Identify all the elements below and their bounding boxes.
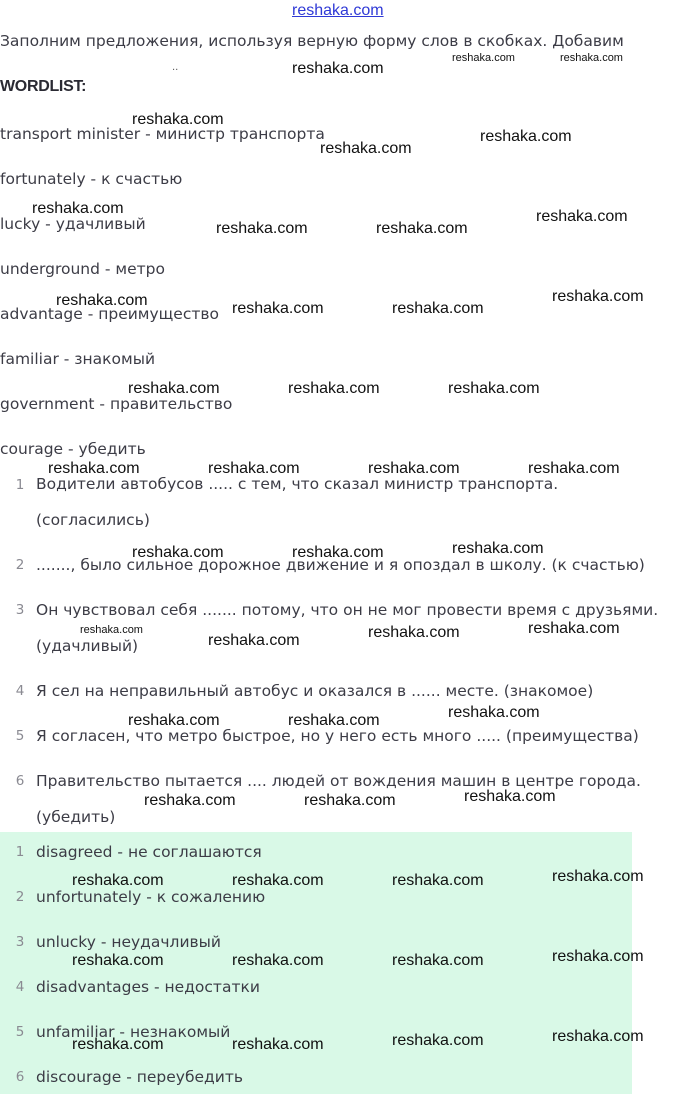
watermark-text: reshaka.com [552,1028,644,1045]
exercise-number: 4 [15,683,25,699]
exercise-text: Я сел на неправильный автобус и оказался в ...... месте. (знакомое) [36,682,594,700]
watermark-text: reshaka.com [368,460,460,477]
watermark-text: reshaka.com [48,460,140,477]
watermark-text: reshaka.com [80,624,143,636]
wordlist-heading: WORDLIST: [0,78,87,95]
watermark-text: reshaka.com [392,300,484,317]
watermark-text: reshaka.com [144,792,236,809]
answer-text: disadvantages - недостатки [36,978,260,996]
wordlist-item: transport minister - министр транспорта [0,125,325,143]
exercise-text: Он чувствовал себя ....... потому, что он не мог провести время с друзьями. (удачливый) [36,601,659,655]
wordlist-item: government - правительство [0,395,233,413]
wordlist-item: courage - убедить [0,440,146,458]
answer-number: 5 [15,1024,25,1040]
watermark-text: reshaka.com [32,200,124,217]
watermark-text: reshaka.com [368,624,460,641]
watermark-text: reshaka.com [452,52,515,64]
watermark-text: reshaka.com [232,1036,324,1053]
watermark-text: reshaka.com [552,868,644,885]
intro-text: Заполним предложения, используя верную форму слов в скобках. Добавим [0,32,624,50]
watermark-text: reshaka.com [208,460,300,477]
answer-number: 6 [15,1069,25,1085]
watermark-text: reshaka.com [132,544,224,561]
watermark-text: reshaka.com [288,712,380,729]
watermark-text: reshaka.com [288,380,380,397]
watermark-text: reshaka.com [304,792,396,809]
wordlist-item: advantage - преимущество [0,305,219,323]
intro-continuation: .. [172,62,179,73]
watermark-text: reshaka.com [132,111,224,128]
watermark-text: reshaka.com [464,788,556,805]
watermark-text: reshaka.com [128,712,220,729]
answer-number: 3 [15,934,25,950]
watermark-text: reshaka.com [528,460,620,477]
site-link[interactable]: reshaka.com [292,2,384,19]
answer-text: discourage - переубедить [36,1068,244,1086]
watermark-text: reshaka.com [528,620,620,637]
exercise-number: 1 [15,477,25,493]
watermark-text: reshaka.com [452,540,544,557]
watermark-text: reshaka.com [560,52,623,64]
watermark-text: reshaka.com [56,292,148,309]
exercise-text: Я согласен, что метро быстрое, но у него есть много ..... (преимущества) [36,727,639,745]
wordlist-item: underground - метро [0,260,165,278]
wordlist-item: fortunately - к счастью [0,170,183,188]
watermark-text: reshaka.com [72,952,164,969]
wordlist-item: lucky - удачливый [0,215,146,233]
exercise-number: 6 [15,773,25,789]
answer-text: unlucky - неудачливый [36,933,221,951]
watermark-text: reshaka.com [72,872,164,889]
answer-number: 2 [15,889,25,905]
watermark-text: reshaka.com [72,1036,164,1053]
watermark-text: reshaka.com [480,128,572,145]
watermark-text: reshaka.com [128,380,220,397]
watermark-text: reshaka.com [448,704,540,721]
watermark-text: reshaka.com [392,1032,484,1049]
wordlist-item: familiar - знакомый [0,350,156,368]
watermark-text: reshaka.com [536,208,628,225]
watermark-text: reshaka.com [376,220,468,237]
watermark-text: reshaka.com [216,220,308,237]
exercise-text: Водители автобусов ..... с тем, что сказал министр транспорта. (согласились) [36,475,559,529]
exercise-number: 2 [15,557,25,573]
exercise-text: ......., было сильное дорожное движение и я опоздал в школу. (к счастью) [36,556,645,574]
watermark-text: reshaka.com [208,632,300,649]
watermark-text: reshaka.com [232,872,324,889]
watermark-text: reshaka.com [232,952,324,969]
exercise-number: 5 [15,728,25,744]
answer-number: 4 [15,979,25,995]
watermark-text: reshaka.com [392,952,484,969]
watermark-text: reshaka.com [232,300,324,317]
watermark-text: reshaka.com [320,140,412,157]
answer-text: disagreed - не соглашаются [36,843,262,861]
answers-box [0,832,632,1094]
answer-number: 1 [15,844,25,860]
watermark-text: reshaka.com [448,380,540,397]
answer-text: unfortunately - к сожалению [36,888,266,906]
watermark-text: reshaka.com [392,872,484,889]
exercise-number: 3 [15,602,25,618]
watermark-text: reshaka.com [552,288,644,305]
exercise-text: Правительство пытается .... людей от вождения машин в центре города. (убедить) [36,772,641,826]
answer-text: unfamiliar - незнакомый [36,1023,231,1041]
watermark-text: reshaka.com [552,948,644,965]
watermark-text: reshaka.com [292,60,384,77]
watermark-text: reshaka.com [292,544,384,561]
